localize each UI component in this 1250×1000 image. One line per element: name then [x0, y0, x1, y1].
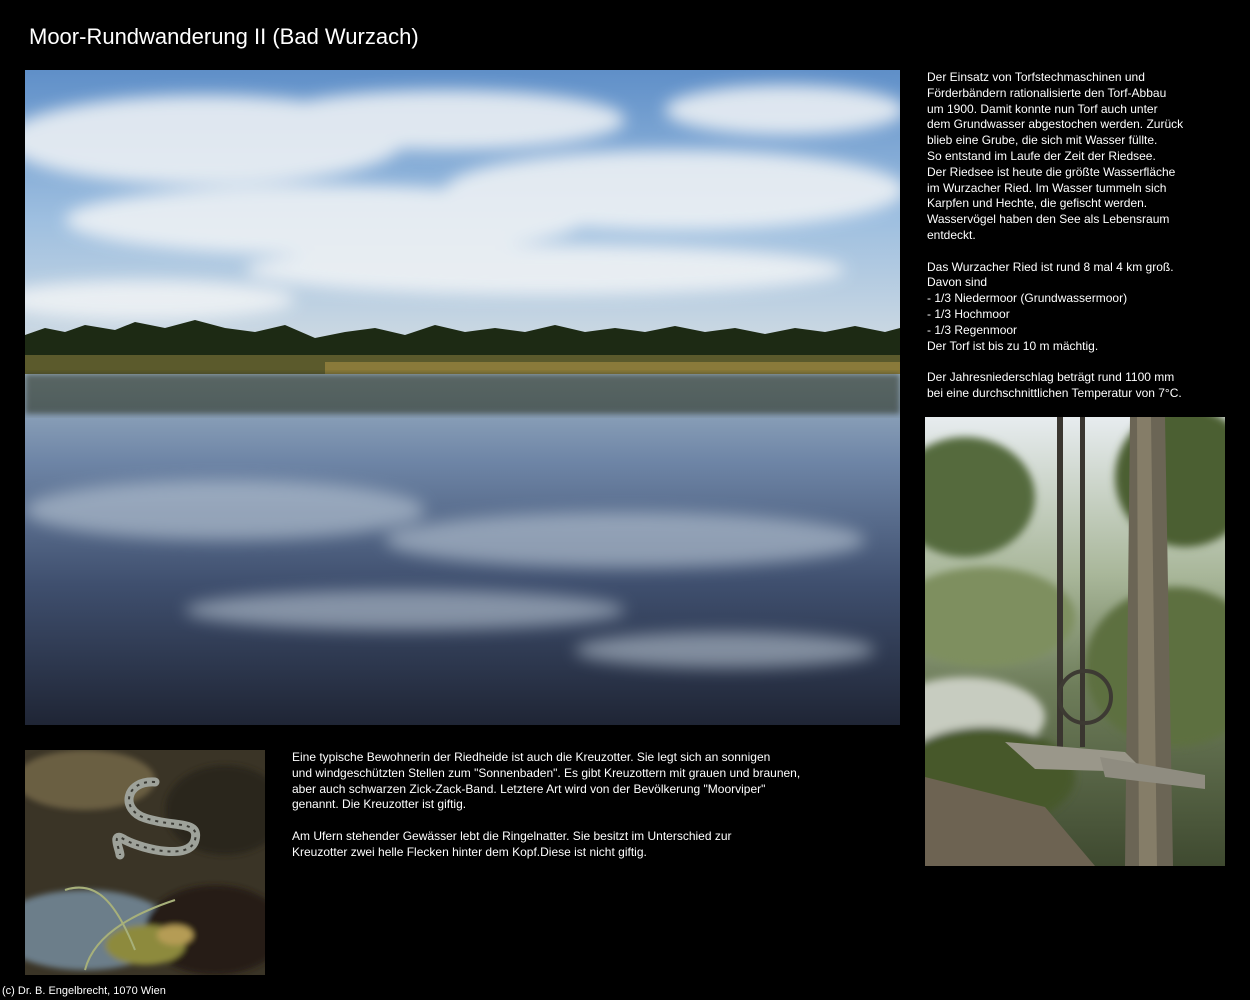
climate-paragraph: Der Jahresniederschlag beträgt rund 1100 mm bei eine durchschnittlichen Temperatur von 7°C.	[927, 370, 1182, 400]
torf-machine-photo[interactable]	[925, 417, 1225, 866]
snake-photo-graphic	[25, 750, 265, 975]
moor-info-text	[927, 70, 1227, 402]
torf-machine-photo-graphic	[925, 417, 1225, 866]
kreuzotter-paragraph: Eine typische Bewohnerin der Riedheide ist auch die Kreuzotter. Sie legt sich an sonnigen und windgeschützten Stellen zum "Sonnenbaden". Es gibt Kreuzottern mit grauen und braunen, aber auch schwarzen Zick-Zack-Band. Letztere Art wird von der Bevölkerung "Moorviper" genannt. Die Kreuzotter ist giftig.	[292, 750, 801, 812]
copyright-notice: (c) Dr. B. Engelbrecht, 1070 Wien	[2, 985, 166, 997]
ringelnatter-paragraph: Am Ufern stehender Gewässer lebt die Ringelnatter. Sie besitzt im Unterschied zur Kreuzotter zwei helle Flecken hinter dem Kopf.Diese ist nicht giftig.	[292, 828, 732, 859]
page-title: Moor-Rundwanderung II (Bad Wurzach)	[29, 24, 419, 49]
lake-photo-graphic	[25, 70, 900, 725]
lake-photo[interactable]	[25, 70, 900, 725]
snake-info-text	[292, 750, 852, 861]
ried-size-paragraph: Das Wurzacher Ried ist rund 8 mal 4 km groß. Davon sind - 1/3 Niedermoor (Grundwassermoor) - 1/3 Hochmoor - 1/3 Regenmoor Der Torf ist bis zu 10 m mächtig.	[927, 259, 1174, 353]
torf-history-paragraph: Der Einsatz von Torfstechmaschinen und Förderbändern rationalisierte den Torf-Abbau um 1900. Damit konnte nun Torf auch unter dem Grundwasser abgestochen werden. Zurück blieb eine Grube, die sich mit Wasser füllte. So entstand im Laufe der Zeit der Riedsee. Der Riedsee ist heute die größte Wasserfläche im Wurzacher Ried. Im Wasser tummeln sich Karpfen und Hechte, die gefischt werden. Wasservögel haben den See als Lebensraum entdeckt.	[927, 70, 1184, 242]
snake-photo[interactable]	[25, 750, 265, 975]
